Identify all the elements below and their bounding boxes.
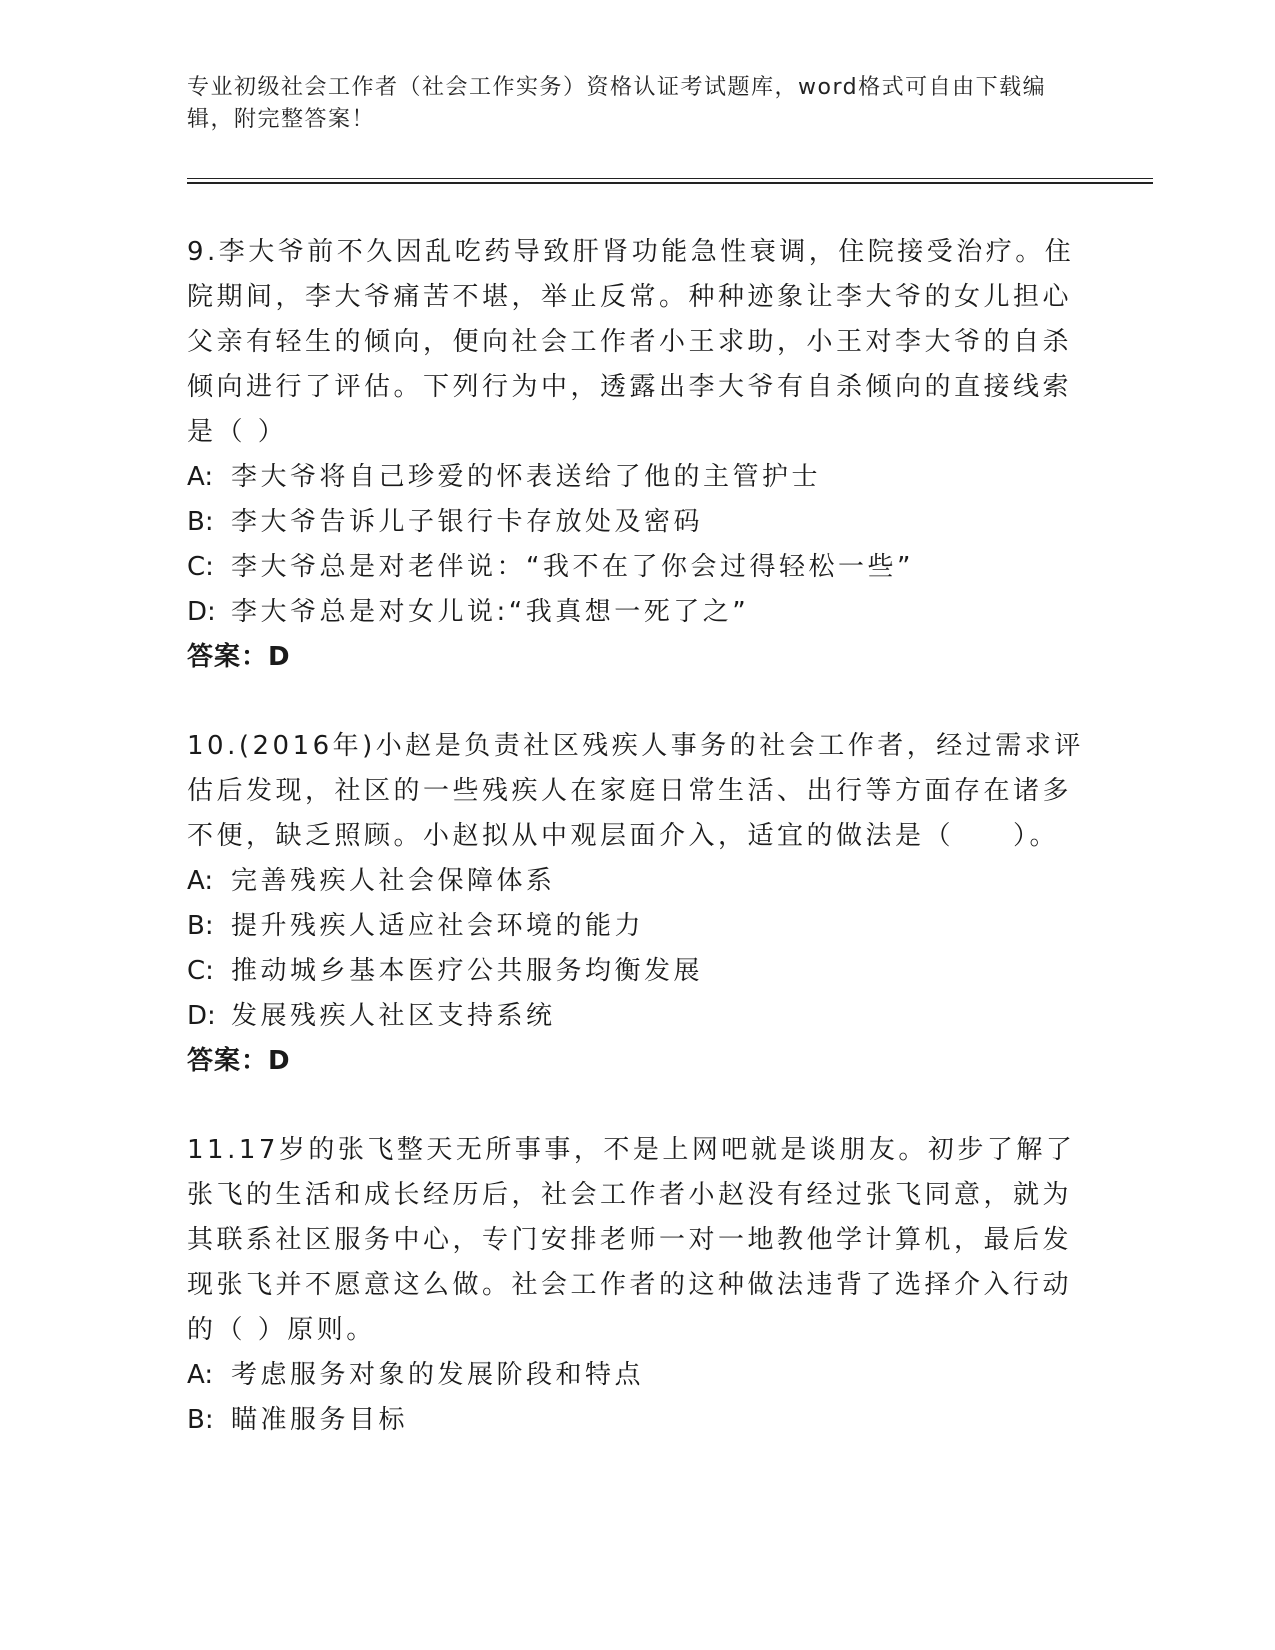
- option-label: C:: [187, 956, 214, 986]
- option-d: [187, 590, 1087, 635]
- option-label: B:: [187, 911, 214, 941]
- answer: 答案：D: [187, 642, 291, 672]
- option-text: 推动城乡基本医疗公共服务均衡发展: [231, 956, 704, 986]
- option-text: 李大爷将自己珍爱的怀表送给了他的主管护士: [231, 462, 822, 492]
- option-label: C:: [187, 552, 214, 582]
- option-text: 瞄准服务目标: [231, 1405, 409, 1435]
- question-11: [187, 1128, 1087, 1443]
- option-label: A:: [187, 462, 214, 492]
- option-label: D:: [187, 1001, 216, 1031]
- question-9: [187, 230, 1087, 680]
- option-label: B:: [187, 1405, 214, 1435]
- question-10: [187, 724, 1087, 1084]
- question-stem: 10.(2016年)小赵是负责社区残疾人事务的社会工作者，经过需求评估后发现，社区的一些残疾人在家庭日常生活、出行等方面存在诸多不便，缺乏照顾。小赵拟从中观层面介入，适宜的做法是（ ）。: [187, 731, 1084, 851]
- option-text: 李大爷总是对老伴说：“我不在了你会过得轻松一些”: [231, 552, 914, 582]
- option-text: 提升残疾人适应社会环境的能力: [231, 911, 645, 941]
- document-header: 专业初级社会工作者（社会工作实务）资格认证考试题库，word格式可自由下载编辑，附完整答案！: [187, 75, 1047, 132]
- option-label: D:: [187, 597, 216, 627]
- option-b: [187, 904, 1087, 949]
- header-rule-thick: [187, 182, 1153, 184]
- option-label: A:: [187, 1360, 214, 1390]
- question-stem: 9.李大爷前不久因乱吃药导致肝肾功能急性衰调，住院接受治疗。住院期间，李大爷痛苦不堪，举止反常。种种迹象让李大爷的女儿担心父亲有轻生的倾向，便向社会工作者小王求助，小王对李大爷的自杀倾向进行了评估。下列行为中，透露出李大爷有自杀倾向的直接线索是（ ）: [187, 237, 1075, 447]
- option-label: A:: [187, 866, 214, 896]
- option-text: 考虑服务对象的发展阶段和特点: [231, 1360, 645, 1390]
- option-c: [187, 545, 1087, 590]
- option-label: B:: [187, 507, 214, 537]
- option-text: 发展残疾人社区支持系统: [231, 1001, 556, 1031]
- answer: 答案：D: [187, 1046, 291, 1076]
- question-list: [187, 230, 1087, 1487]
- option-d: [187, 994, 1087, 1039]
- option-text: 李大爷告诉儿子银行卡存放处及密码: [231, 507, 704, 537]
- header-rule-thin: [187, 178, 1153, 179]
- option-a: [187, 859, 1087, 904]
- option-a: [187, 455, 1087, 500]
- option-c: [187, 949, 1087, 994]
- question-stem: 11.17岁的张飞整天无所事事，不是上网吧就是谈朋友。初步了解了张飞的生活和成长经历后，社会工作者小赵没有经过张飞同意，就为其联系社区服务中心，专门安排老师一对一地教他学计算机，最后发现张飞并不愿意这么做。社会工作者的这种做法违背了选择介入行动的（ ）原则。: [187, 1135, 1076, 1345]
- option-text: 完善残疾人社会保障体系: [231, 866, 556, 896]
- option-b: [187, 1398, 1087, 1443]
- option-a: [187, 1353, 1087, 1398]
- option-text: 李大爷总是对女儿说:“我真想一死了之”: [231, 597, 750, 627]
- option-b: [187, 500, 1087, 545]
